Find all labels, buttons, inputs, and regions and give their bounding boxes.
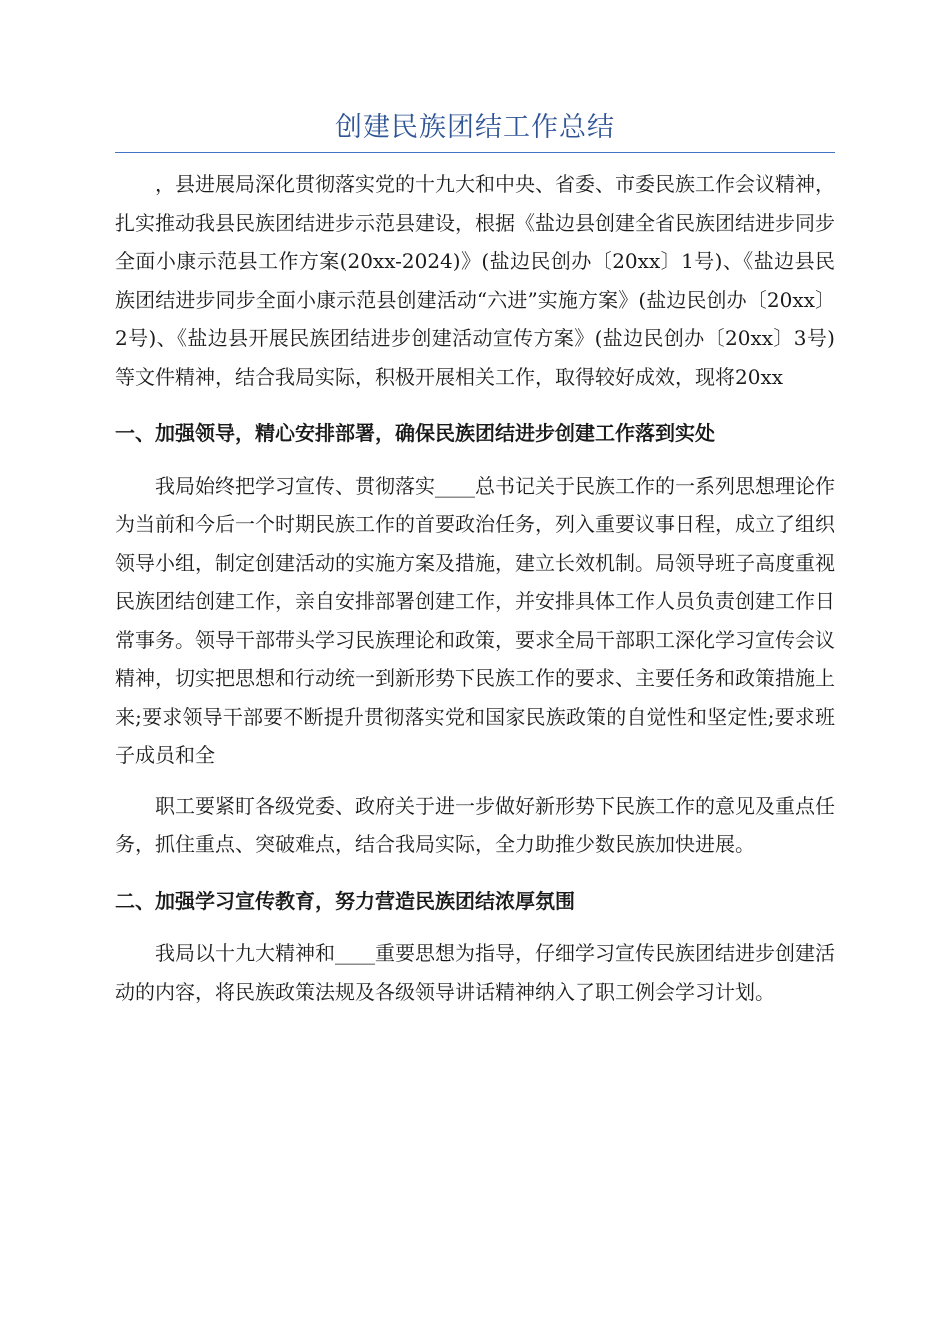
intro-paragraph: ，县进展局深化贯彻落实党的十九大和中央、省委、市委民族工作会议精神，扎实推动我县民族团结进步示范县建设，根据《盐边县创建全省民族团结进步同步全面小康示范县工作方案(20xx-2024)》(盐边民创办〔20xx〕1号)、《盐边县民族团结进步同步全面小康示范县创建活动“六进”实施方案》(盐边民创办〔20xx〕2号)、《盐边县开展民族团结进步创建活动宣传方案》(盐边民创办〔20xx〕3号)等文件精神，结合我局实际，积极开展相关工作，取得较好成效，现将20xx bbox=[115, 172, 835, 389]
section-2-paragraph-1: 我局以十九大精神和____重要思想为指导，仔细学习宣传民族团结进步创建活动的内容，将民族政策法规及各级领导讲话精神纳入了职工例会学习计划。 bbox=[115, 941, 835, 1004]
section-1-paragraph-1: 我局始终把学习宣传、贯彻落实____总书记关于民族工作的一系列思想理论作为当前和今后一个时期民族工作的首要政治任务，列入重要议事日程，成立了组织领导小组，制定创建活动的实施方案及措施，建立长效机制。局领导班子高度重视民族团结创建工作，亲自安排部署创建工作，并安排具体工作人员负责创建工作日常事务。领导干部带头学习民族理论和政策，要求全局干部职工深化学习宣传会议精神，切实把思想和行动统一到新形势下民族工作的要求、主要任务和政策措施上来;要求领导干部要不断提升贯彻落实党和国家民族政策的自觉性和坚定性;要求班子成员和全 bbox=[115, 473, 835, 767]
document-page bbox=[115, 110, 835, 1011]
section-2-heading: 二、加强学习宣传教育，努力营造民族团结浓厚氛围 bbox=[115, 888, 575, 913]
section-1-heading: 一、加强领导，精心安排部署，确保民族团结进步创建工作落到实处 bbox=[115, 421, 715, 445]
section-1-paragraph-2: 职工要紧盯各级党委、政府关于进一步做好新形势下民族工作的意见及重点任务，抓住重点、突破难点，结合我局实际，全力助推少数民族加快进展。 bbox=[115, 793, 835, 856]
document-title: 创建民族团结工作总结 bbox=[115, 110, 835, 153]
